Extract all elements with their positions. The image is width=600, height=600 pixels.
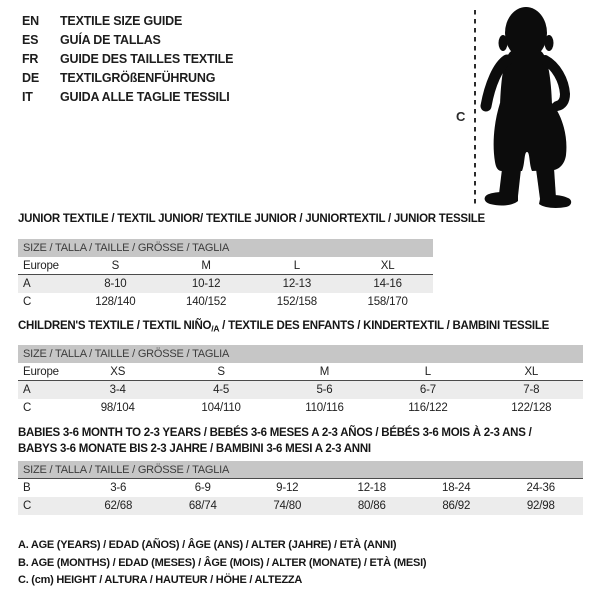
cell: 158/170 xyxy=(367,296,408,308)
cell: 140/152 xyxy=(186,296,227,308)
cell: 7-8 xyxy=(523,384,540,396)
table-row-height xyxy=(18,399,583,417)
col-header-s: S xyxy=(111,259,120,272)
cell: 80/86 xyxy=(357,500,386,512)
babies-size-table xyxy=(18,461,583,515)
table-row-age xyxy=(18,381,583,399)
cell: 92/98 xyxy=(526,500,555,512)
table-row-age xyxy=(18,275,433,293)
cell: 4-5 xyxy=(213,384,230,396)
children-section-title xyxy=(18,320,549,334)
cell: 12-18 xyxy=(357,482,386,494)
language-row-de xyxy=(22,69,233,88)
footnote-c: C. (cm) HEIGHT / ALTURA / HAUTEUR / HÖHE / ALTEZZA xyxy=(18,574,303,586)
row-label: A xyxy=(23,384,31,396)
col-header-m: M xyxy=(319,365,330,378)
cell: 24-36 xyxy=(526,482,555,494)
col-header-s: S xyxy=(217,365,225,378)
row-label: B xyxy=(23,482,31,494)
language-label: GUÍA DE TALLAS xyxy=(60,33,161,47)
cell: 6-9 xyxy=(194,482,211,494)
cell: 110/116 xyxy=(305,402,344,414)
row-label: A xyxy=(23,278,31,290)
footnote-a: A. AGE (YEARS) / EDAD (AÑOS) / ÂGE (ANS) / ALTER (JAHRE) / ETÀ (ANNI) xyxy=(18,539,397,551)
row-label: C xyxy=(23,402,32,414)
height-measure-figure xyxy=(450,2,600,214)
cell: 116/122 xyxy=(408,402,448,414)
baby-silhouette xyxy=(485,7,572,208)
cell: 6-7 xyxy=(419,384,436,396)
language-list xyxy=(22,12,233,107)
language-code: FR xyxy=(22,52,39,66)
junior-size-table xyxy=(18,239,433,311)
table-row-height xyxy=(18,497,583,515)
cell: 3-4 xyxy=(109,384,126,396)
language-row-en xyxy=(22,12,233,31)
cell: 3-6 xyxy=(110,482,127,494)
col-header-xl: XL xyxy=(380,259,395,272)
row-label: C xyxy=(23,500,32,512)
cell: 98/104 xyxy=(100,402,135,414)
babies-section-title-line2: BABYS 3-6 MONATE BIS 2-3 JAHRE / BAMBINI 3-6 MESI A 2-3 ANNI xyxy=(18,443,371,455)
size-header-bar: SIZE / TALLA / TAILLE / GRÖSSE / TAGLIA xyxy=(18,461,583,479)
language-code: DE xyxy=(22,71,39,85)
footnote-b: B. AGE (MONTHS) / EDAD (MESES) / ÂGE (MOIS) / ALTER (MONATE) / ETÀ (MESI) xyxy=(18,556,427,569)
cell: 10-12 xyxy=(191,278,221,290)
size-header-bar: SIZE / TALLA / TAILLE / GRÖSSE / TAGLIA xyxy=(18,239,433,257)
height-measure-label: C xyxy=(456,109,466,124)
children-title-part1: CHILDREN'S TEXTILE / TEXTIL NIÑO xyxy=(18,320,212,332)
children-title-part2: / TEXTILE DES ENFANTS / KINDERTEXTIL / BAMBINI TESSILE xyxy=(219,320,550,332)
cell: 128/140 xyxy=(95,296,136,308)
cell: 74/80 xyxy=(273,500,302,512)
cell: 9-12 xyxy=(276,482,299,494)
junior-section-title: JUNIOR TEXTILE / TEXTIL JUNIOR/ TEXTILE JUNIOR / JUNIORTEXTIL / JUNIOR TESSILE xyxy=(18,213,485,225)
language-label: GUIDE DES TAILLES TEXTILE xyxy=(60,52,234,66)
column-header-row xyxy=(18,257,433,275)
col-header-xl: XL xyxy=(524,365,539,378)
language-label: GUIDA ALLE TAGLIE TESSILI xyxy=(60,90,230,104)
cell: 62/68 xyxy=(104,500,133,512)
footnotes xyxy=(18,537,426,590)
cell: 68/74 xyxy=(188,500,217,512)
babies-section-title-line1: BABIES 3-6 MONTH TO 2-3 YEARS / BEBÉS 3-6 MESES A 2-3 AÑOS / BÉBÉS 3-6 MOIS À 2-3 ANS / xyxy=(18,427,532,439)
cell: 152/158 xyxy=(276,296,317,308)
language-code: ES xyxy=(22,33,39,47)
column-header-row xyxy=(18,363,583,381)
col-header-l: L xyxy=(293,259,300,272)
cell: 18-24 xyxy=(442,482,471,494)
col-header-europe: Europe xyxy=(23,365,59,378)
baby-silhouette-icon xyxy=(450,2,600,214)
col-header-europe: Europe xyxy=(23,259,59,272)
children-size-table xyxy=(18,345,583,417)
language-code: EN xyxy=(22,14,39,28)
table-row-age-months xyxy=(18,479,583,497)
cell: 12-13 xyxy=(282,278,312,290)
cell: 86/92 xyxy=(442,500,471,512)
table-row-height xyxy=(18,293,433,311)
cell: 5-6 xyxy=(316,384,333,396)
cell: 104/110 xyxy=(201,402,241,414)
row-label: C xyxy=(23,296,32,308)
language-row-fr xyxy=(22,50,233,69)
language-row-es xyxy=(22,31,233,50)
col-header-m: M xyxy=(201,259,211,272)
language-code: IT xyxy=(22,90,33,104)
language-label: TEXTILE SIZE GUIDE xyxy=(60,14,183,28)
size-header-bar: SIZE / TALLA / TAILLE / GRÖSSE / TAGLIA xyxy=(18,345,583,363)
children-title-subscript: /A xyxy=(211,323,220,334)
col-header-xs: XS xyxy=(110,365,126,378)
language-row-it xyxy=(22,88,233,107)
cell: 8-10 xyxy=(104,278,127,290)
cell: 122/128 xyxy=(511,402,552,414)
cell: 14-16 xyxy=(373,278,402,290)
col-header-l: L xyxy=(424,365,431,378)
language-label: TEXTILGRÖßENFÜHRUNG xyxy=(60,71,216,85)
